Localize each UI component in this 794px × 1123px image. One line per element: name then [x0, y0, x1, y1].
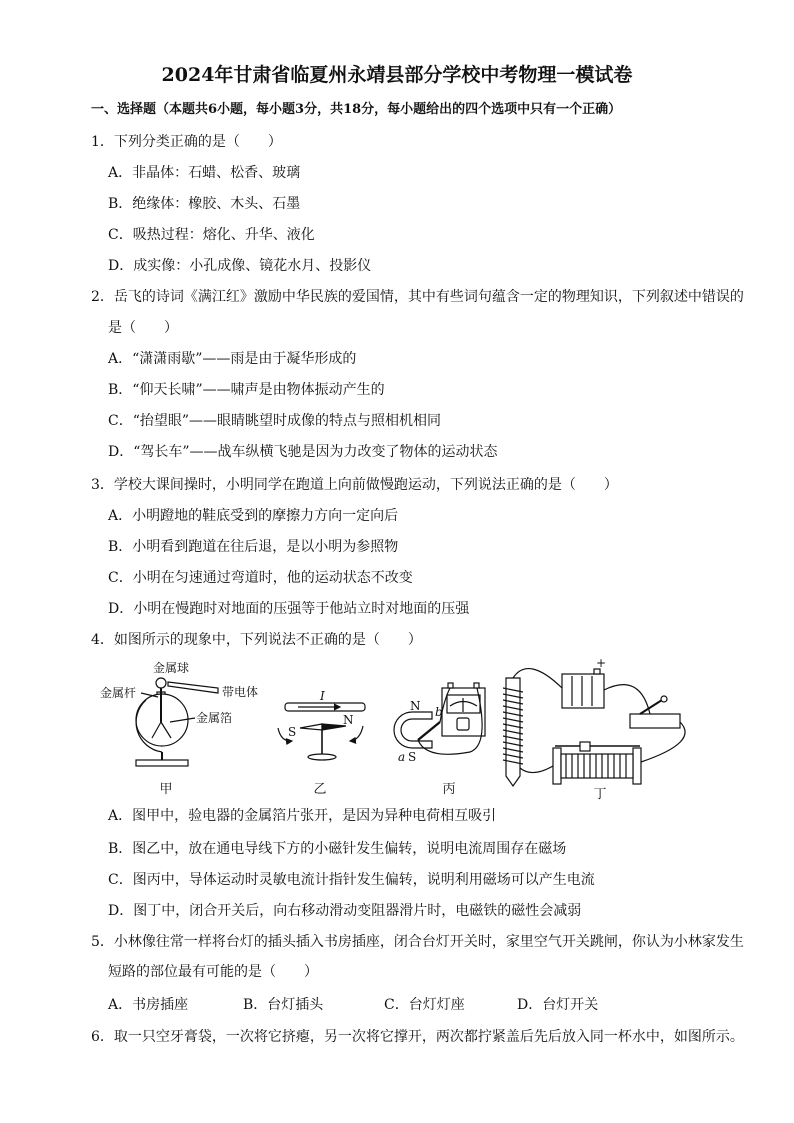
question-3-option-b: B．小明看到跑道在往后退，是以小明为参照物 [108, 539, 399, 555]
question-1-option-a: A．非晶体：石蜡、松香、玻璃 [108, 165, 301, 181]
question-5-stem-continued: 短路的部位最有可能的是（ ） [108, 964, 318, 980]
question-2-stem-continued: 是（ ） [108, 320, 178, 336]
question-2-option-c: C．“抬望眼”——眼睛眺望时成像的特点与照相机相同 [108, 413, 442, 429]
electroscope-base [136, 760, 188, 766]
question-6-stem: 6．取一只空牙膏袋，一次将它挤瘪，另一次将它撑开，两次都拧紧盖后先后放入同一杯水中，如图所示。 [91, 1029, 744, 1045]
label-end-a: a [398, 750, 406, 764]
label-needle-n: N [343, 713, 354, 727]
label-current: I [320, 689, 325, 703]
question-2-option-a: A．“潇潇雨歇”——雨是由于凝华形成的 [108, 351, 357, 367]
battery [562, 674, 604, 708]
switch-blade [640, 700, 662, 714]
label-magnet-s: S [408, 750, 417, 764]
caption-yi: 乙 [313, 782, 327, 797]
switch-base [630, 714, 680, 728]
question-3-option-a: A．小明蹬地的鞋底受到的摩擦力方向一定向后 [108, 508, 399, 524]
question-2-option-d: D．“驾长车”——战车纵横飞驰是因为力改变了物体的运动状态 [108, 444, 498, 460]
question-1-option-d: D．成实像：小孔成像、镜花水月、投影仪 [108, 258, 372, 274]
label-needle-s: S [288, 725, 297, 739]
label-battery-plus: + [596, 656, 607, 670]
question-5-option-a: A．书房插座 [108, 997, 189, 1013]
question-4-option-b: B．图乙中，放在通电导线下方的小磁针发生偏转，说明电流周围存在磁场 [108, 841, 567, 857]
section-heading: 一、选择题（本题共6小题，每小题3分，共18分，每小题给出的四个选项中只有一个正确） [91, 102, 622, 117]
question-5-option-c: C．台灯灯座 [384, 997, 465, 1013]
label-end-b: b [435, 705, 443, 719]
question-3-option-d: D．小明在慢跑时对地面的压强等于他站立时对地面的压强 [108, 601, 470, 617]
exam-title: 2024年甘肃省临夏州永靖县部分学校中考物理一模试卷 [161, 64, 633, 86]
question-4-option-d: D．图丁中，闭合开关后，向右移动滑动变阻器滑片时，电磁铁的磁性会减弱 [108, 903, 582, 919]
question-4-option-a: A．图甲中，验电器的金属箔片张开，是因为异种电荷相互吸引 [108, 808, 497, 824]
question-4-stem: 4．如图所示的现象中，下列说法不正确的是（ ） [91, 632, 422, 648]
label-magnet-n: N [410, 699, 421, 713]
electromagnet-diagram [503, 669, 685, 786]
needle-base [308, 754, 336, 760]
label-metal-ball: 金属球 [153, 661, 190, 675]
conductor-ab [418, 722, 440, 740]
galvanometer-terminal-right [474, 683, 479, 688]
question-1-stem: 1．下列分类正确的是（ ） [91, 134, 282, 150]
rheostat-right-support [633, 748, 641, 784]
wire-rheostat-to-core [520, 766, 553, 773]
label-metal-rod: 金属杆 [100, 686, 137, 700]
caption-ding: 丁 [593, 787, 607, 802]
question-5-option-b: B．台灯插头 [243, 997, 324, 1013]
needle-south-half [300, 724, 322, 730]
question-4-figure [0, 650, 794, 805]
rheostat-left-support [553, 748, 561, 784]
question-5-stem: 5．小林像往常一样将台灯的插头插入书房插座，闭合台灯开关时，家里空气开关跳闸，你认为小林家发生 [91, 934, 744, 950]
galvanometer-knob [457, 718, 469, 730]
question-2-stem: 2．岳飞的诗词《满江红》激励中华民族的爱国情，其中有些词句蕴含一定的物理知识，下列叙述中错误的 [91, 289, 744, 305]
question-1-option-b: B．绝缘体：橡胶、木头、石墨 [108, 196, 301, 212]
charged-rod [168, 682, 218, 693]
question-4-option-c: C．图丙中，导体运动时灵敏电流计指针发生偏转，说明利用磁场可以产生电流 [108, 872, 595, 888]
label-charged-body: 带电体 [222, 685, 259, 699]
switch-knob [661, 696, 667, 702]
question-2-option-b: B．“仰天长啸”——啸声是由物体振动产生的 [108, 382, 385, 398]
rheostat-slider [580, 742, 590, 751]
question-3-option-c: C．小明在匀速通过弯道时，他的运动状态不改变 [108, 570, 413, 586]
caption-jia: 甲 [159, 782, 173, 797]
caption-bing: 丙 [442, 782, 456, 797]
rotation-arrow-right [350, 726, 363, 741]
horseshoe-magnet [394, 712, 432, 748]
metal-ball [156, 678, 166, 688]
wire-battery-to-switch [604, 685, 650, 714]
question-1-option-c: C．吸热过程：熔化、升华、液化 [108, 227, 315, 243]
question-3-stem: 3．学校大课间操时，小明同学在跑道上向前做慢跑运动，下列说法正确的是（ ） [91, 477, 618, 493]
label-metal-foil: 金属箔 [196, 711, 233, 725]
question-5-option-d: D．台灯开关 [517, 997, 599, 1013]
galvanometer-terminal-left [448, 683, 453, 688]
